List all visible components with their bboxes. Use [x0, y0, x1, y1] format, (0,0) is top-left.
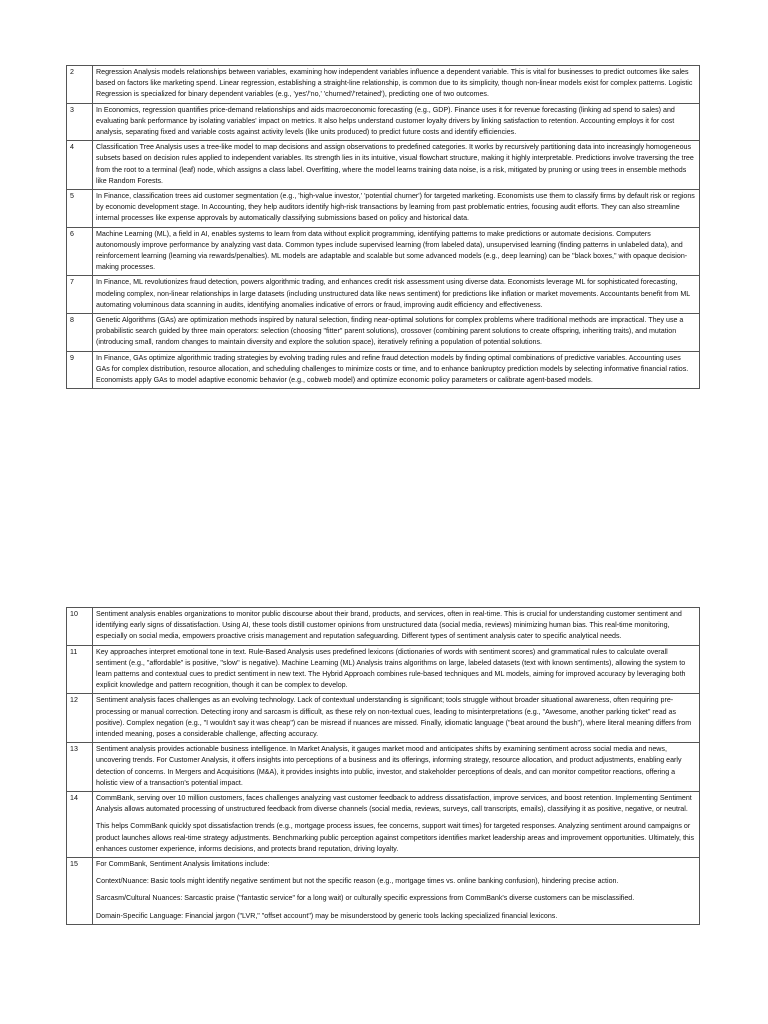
table-row: [67, 103, 700, 141]
row-number-cell: 14: [67, 792, 93, 858]
row-number-cell: 8: [67, 314, 93, 352]
table-row: [67, 314, 700, 352]
row-text-cell: [93, 792, 700, 858]
paragraph: Sentiment analysis enables organizations to monitor public discourse about their brand, products, and services, often in real-time. This is crucial for understanding customer sentiment and identifying early signs of dissatisfaction. Using AI, these tools distill customer opinions from unstructured data (social media, reviews) minimizing human bias. This real-time monitoring, especially on social media, empowers proactive crisis management and reputation safeguarding. Different types of sentiment analysis cater to specific analytical needs.: [96, 610, 682, 641]
paragraph: For CommBank, Sentiment Analysis limitations include:: [96, 860, 270, 869]
row-number-cell: 15: [67, 858, 93, 925]
row-number-cell: 9: [67, 351, 93, 389]
paragraph: Regression Analysis models relationships between variables, examining how independent variables influence a dependent variable. This is vital for businesses to predict outcomes like sales based on factors like marketing spend. Linear regression, establishing a straight-line relationship, is common due to its simplicity, though non-linear models exist for complex patterns. Logistic Regression is specialized for binary dependent variables (e.g., 'yes'/'no,' 'churned'/'retained'), predicting one of two outcomes.: [96, 68, 693, 99]
row-number-cell: 6: [67, 227, 93, 276]
table-row: [67, 351, 700, 389]
content-table-top: [66, 65, 700, 389]
paragraph: Key approaches interpret emotional tone in text. Rule-Based Analysis uses predefined lexicons (dictionaries of words with sentiment scores) and grammatical rules to calculate overall sentiment (e.g., "affordable" is positive, "slow" is negative). Machine Learning (ML) Analysis trains algorithms on large, labeled datasets (text with known sentiments), allowing the system to learn patterns and contextual cues to predict sentiment in new text. The Hybrid Approach combines rule-based techniques and ML models, aiming for improved accuracy by leveraging both explicit knowledge and pattern recognition, though it can be complex to develop.: [96, 647, 686, 690]
table-body: [67, 66, 700, 389]
row-number-cell: 12: [67, 694, 93, 743]
table-row: [67, 190, 700, 228]
row-text-cell: [93, 66, 700, 104]
paragraph: In Finance, classification trees aid customer segmentation (e.g., 'high-value investor,' 'potential churner') for targeted marketing. Economists use them to classify firms by default risk or regions by economic development stage. In Accounting, they help auditors identify high-risk transactions by learning from past problematic entries, focusing audit efforts. They can also streamline internal processes like expense approvals by automatically classifying submissions based on policy and historical data.: [96, 192, 695, 223]
table-row: [67, 608, 700, 646]
table-row: [67, 227, 700, 276]
row-text-cell: [93, 858, 700, 925]
row-number-cell: 3: [67, 103, 93, 141]
table-row: [67, 858, 700, 925]
table-body: [67, 608, 700, 925]
table-row: [67, 276, 700, 314]
table-row: [67, 694, 700, 743]
row-text-cell: [93, 608, 700, 646]
row-text-cell: [93, 227, 700, 276]
table-row: [67, 792, 700, 858]
row-text-cell: [93, 276, 700, 314]
row-number-cell: 2: [67, 66, 93, 104]
row-number-cell: 4: [67, 141, 93, 190]
row-number-cell: 10: [67, 608, 93, 646]
paragraph: In Finance, ML revolutionizes fraud detection, powers algorithmic trading, and enhances credit risk assessment using diverse data. Economists leverage ML for sophisticated forecasting, modeling complex, non-linear relationships in large datasets (including unstructured data like news sentiment) for predictions like inflation or market movements. Accountants benefit from ML automating voluminous data scanning in audits, identifying anomalies indicative of errors or fraud, improving audit efficiency and effectiveness.: [96, 278, 690, 309]
content-table-bottom: [66, 607, 700, 925]
paragraph: Sentiment analysis provides actionable business intelligence. In Market Analysis, it gauges market mood and anticipates shifts by examining sentiment across social media and news, uncovering trends. For Customer Analysis, it offers insights into perceptions of a business and its offerings, informing strategy, resource allocation, and product adjustments, enabling early detection of concerns. In Mergers and Acquisitions (M&A), it provides insights into public, investor, and stakeholder perceptions of deals, and can monitor competitor reactions, offering a holistic view of a transaction's potential impact.: [96, 745, 682, 787]
paragraph: Genetic Algorithms (GAs) are optimization methods inspired by natural selection, finding near-optimal solutions for complex problems where traditional methods are impractical. They use a probabilistic search guided by three main operators: selection (choosing "fitter" parent solutions), crossover (combining parent solutions to create offspring, inheriting traits), and mutation (introducing small, random changes to maintain diversity and explore the solution space), iteratively refining a population of potential solutions.: [96, 316, 684, 347]
paragraph: CommBank, serving over 10 million customers, faces challenges analyzing vast customer feedback to address dissatisfaction, improve services, and boost retention. Implementing Sentiment Analysis allows automated processing of unstructured feedback from diverse channels (social media, reviews, surveys, call transcripts, emails), classifying it as positive, negative, or neutral.: [96, 794, 692, 814]
row-number-cell: 7: [67, 276, 93, 314]
paragraph: Context/Nuance: Basic tools might identify negative sentiment but not the specific reason (e.g., mortgage times vs. online banking confusion), hindering precise action.: [96, 877, 619, 886]
row-text-cell: [93, 141, 700, 190]
row-number-cell: 11: [67, 645, 93, 694]
paragraph: Sentiment analysis faces challenges as an evolving technology. Lack of contextual understanding is significant; tools struggle without broader situational awareness, often requiring pre-processing or manual correction. Detecting irony and sarcasm is difficult, as these rely on non-textual cues, leading to misinterpretations (e.g., "Awesome, another parking ticket" read as positive). Complex negation (e.g., "I wouldn't say it was cheap") can be misread if nuances are missed. Finally, idiomatic language ("beat around the bush"), where literal meaning differs from intended meaning, poses a considerable challenge, affecting accuracy.: [96, 696, 692, 739]
row-text-cell: [93, 351, 700, 389]
paragraph: In Economics, regression quantifies price-demand relationships and aids macroeconomic forecasting (e.g., GDP). Finance uses it for revenue forecasting (linking ad spend to sales) and evaluating bank performance by isolating variables' impact on metrics. It also helps understand customer loyalty drivers by linking satisfaction to retention. Accounting employs it for cost analysis, separating fixed and variable costs against activity levels (like units produced) to predict future costs and identify efficiencies.: [96, 105, 675, 137]
paragraph: Classification Tree Analysis uses a tree-like model to map decisions and assign observations to predefined categories. It works by recursively partitioning data into increasingly homogeneous subsets based on decision rules applied to independent variables. Its strength lies in its intuitive, visual flowchart structure, making it highly interpretable. Predictions involve traversing the tree from the root to a terminal (leaf) node, which assigns a class label. Overfitting, where the model learns training data noise, is a risk, mitigated by pruning or using trees in ensemble methods like Random Forests.: [96, 143, 694, 185]
paragraph: In Finance, GAs optimize algorithmic trading strategies by evolving trading rules and refine fraud detection models by finding optimal combinations of predictive variables. Accounting uses GAs for complex distribution, resource allocation, and scheduling challenges to minimize costs or time, and to enhance bankruptcy prediction models by selecting informative financial ratios. Economists apply GAs to model adaptive economic behavior (e.g., cobweb model) and optimize economic policy parameters or calibrate agent-based models.: [96, 353, 689, 385]
paragraph: This helps CommBank quickly spot dissatisfaction trends (e.g., mortgage process issues, fee concerns, support wait times) for targeted responses. Analyzing sentiment around campaigns or product launches allows real-time strategy adjustments. Benchmarking public perception against competitors identifies market leadership areas and improvement opportunities. Ultimately, this enhances customer experience, informs decisions, and protects brand reputation, driving loyalty.: [96, 822, 695, 853]
paragraph: Domain-Specific Language: Financial jargon ("LVR," "offset account") may be misunderstood by generic tools lacking specialized financial lexicons.: [96, 911, 558, 920]
table-row: [67, 141, 700, 190]
table-row: [67, 645, 700, 694]
row-text-cell: [93, 190, 700, 228]
row-text-cell: [93, 645, 700, 694]
row-text-cell: [93, 743, 700, 792]
table-row: [67, 66, 700, 104]
row-text-cell: [93, 694, 700, 743]
row-number-cell: 5: [67, 190, 93, 228]
row-number-cell: 13: [67, 743, 93, 792]
row-text-cell: [93, 103, 700, 141]
table-row: [67, 743, 700, 792]
row-text-cell: [93, 314, 700, 352]
paragraph: Sarcasm/Cultural Nuances: Sarcastic praise ("fantastic service" for a long wait) or culturally specific expressions from CommBank's diverse customers can be misclassified.: [96, 894, 635, 903]
paragraph: Machine Learning (ML), a field in AI, enables systems to learn from data without explicit programming, identifying patterns to make predictions or automate decisions. Computers autonomously improve performance by analyzing vast data. Common types include supervised learning (from labeled data), unsupervised learning (finding patterns in unlabeled data), and reinforcement learning (learning via rewards/penalties). ML models are adaptable and scalable but some advanced models (e.g., deep learning) can be "black boxes," with opaque decision-making processes.: [96, 229, 688, 272]
